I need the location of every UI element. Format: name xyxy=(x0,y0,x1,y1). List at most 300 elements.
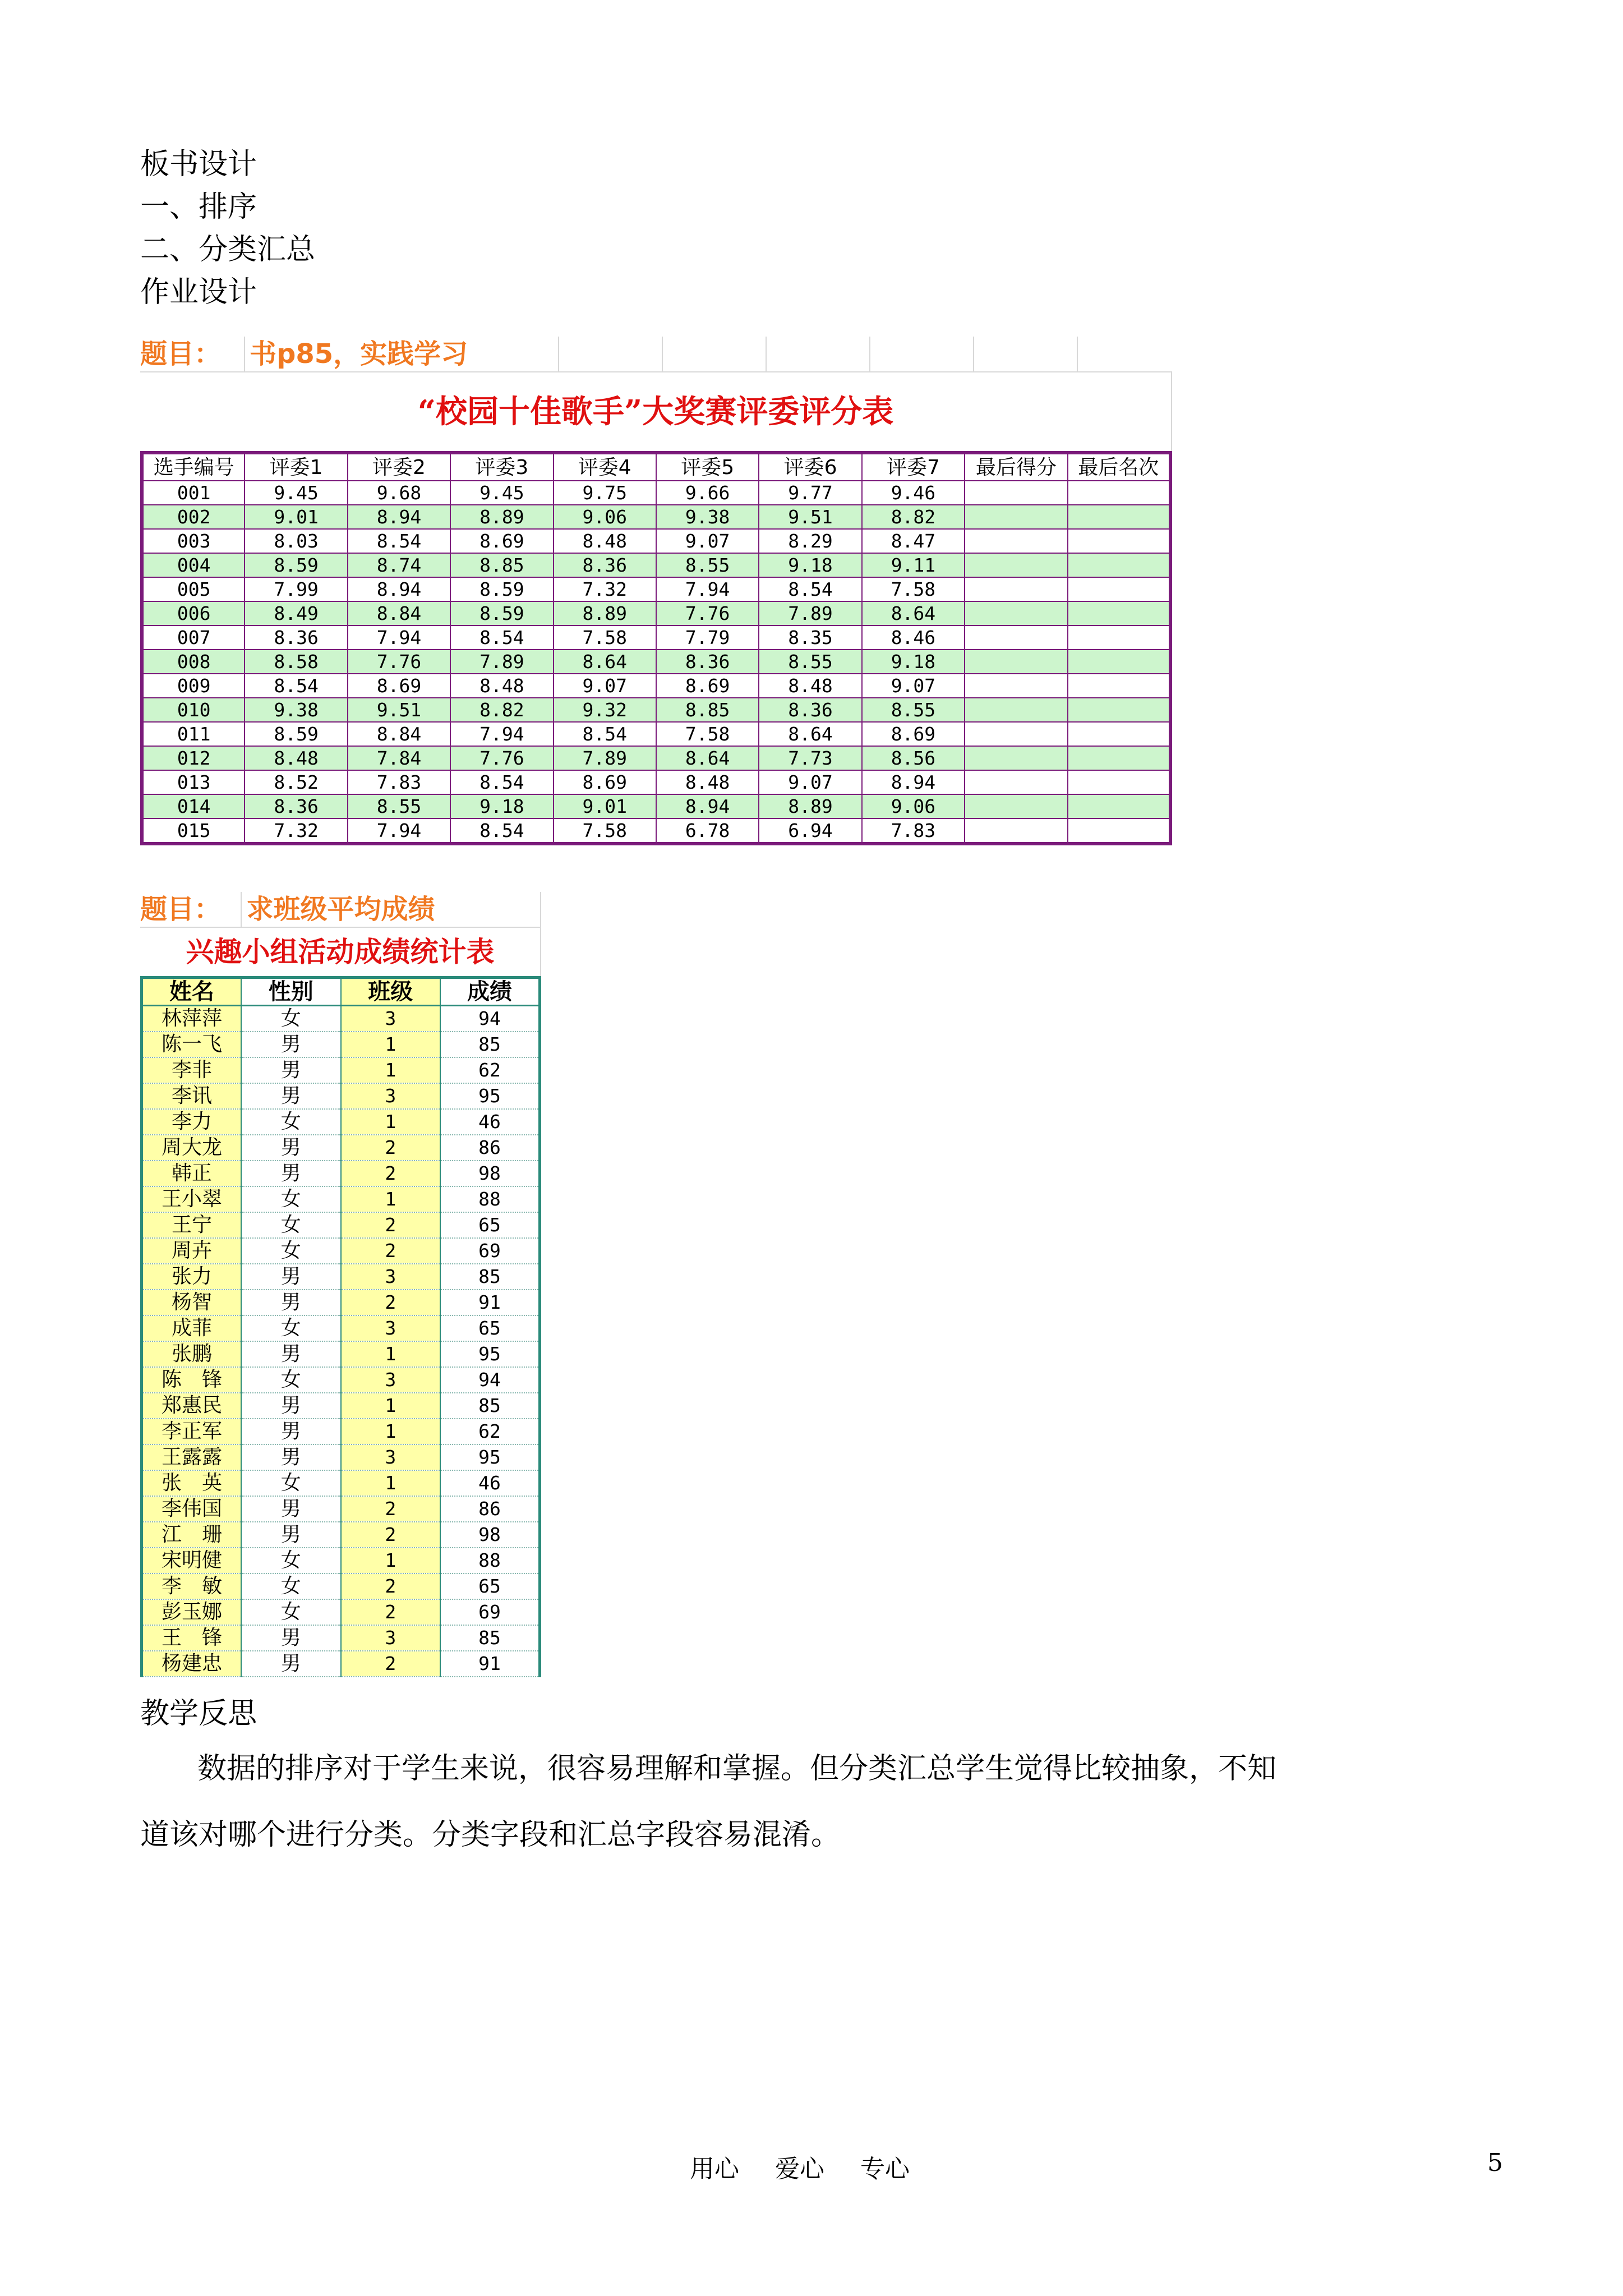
table-cell: 014 xyxy=(142,794,245,818)
table-cell: 8.29 xyxy=(759,529,861,553)
table-row xyxy=(142,1290,540,1315)
table-cell xyxy=(1068,674,1170,698)
table-cell: 女 xyxy=(241,1186,341,1212)
table-cell: 8.36 xyxy=(759,698,861,722)
table-cell: 2 xyxy=(341,1599,441,1625)
table-cell: 9.46 xyxy=(862,481,965,505)
table-cell: 8.55 xyxy=(656,553,759,577)
table-cell: 8.46 xyxy=(862,625,965,650)
table-cell: 7.58 xyxy=(656,722,759,746)
table-cell: 8.64 xyxy=(862,601,965,625)
table-cell: 9.07 xyxy=(554,674,656,698)
table-cell: 65 xyxy=(440,1212,540,1238)
table-row xyxy=(142,1419,540,1444)
table-cell: 8.59 xyxy=(245,722,347,746)
club-score-table xyxy=(140,976,541,1677)
table-caption: 兴趣小组活动成绩统计表 xyxy=(140,928,541,976)
table-row xyxy=(142,529,1170,553)
table-cell: 1 xyxy=(341,1109,441,1135)
table-cell: 62 xyxy=(440,1419,540,1444)
column-header: 评委2 xyxy=(348,453,450,481)
item-sorting: 一、排序 xyxy=(140,190,257,224)
table-cell: 7.58 xyxy=(862,577,965,601)
table-cell: 015 xyxy=(142,818,245,844)
column-header: 最后名次 xyxy=(1068,453,1170,481)
table-cell: 1 xyxy=(341,1057,441,1083)
table-cell: 7.58 xyxy=(554,625,656,650)
table-cell: 男 xyxy=(241,1057,341,1083)
table-cell xyxy=(1068,529,1170,553)
table-cell: 8.69 xyxy=(656,674,759,698)
column-header: 班级 xyxy=(341,978,441,1006)
table-cell: 3 xyxy=(341,1006,441,1032)
table-row xyxy=(142,818,1170,844)
table-cell: 陈 锋 xyxy=(142,1367,242,1393)
table-cell: 9.45 xyxy=(245,481,347,505)
table-row xyxy=(142,553,1170,577)
table-cell: 7.89 xyxy=(450,650,553,674)
task-label: 题目： xyxy=(140,892,242,927)
table-cell: 8.89 xyxy=(759,794,861,818)
footer-text-1: 用心 xyxy=(690,2155,739,2183)
table-cell: 江 珊 xyxy=(142,1522,242,1548)
table-cell: 2 xyxy=(341,1522,441,1548)
table-cell: 7.94 xyxy=(348,625,450,650)
table-cell: 8.64 xyxy=(554,650,656,674)
column-header: 姓名 xyxy=(142,978,242,1006)
table-row xyxy=(142,698,1170,722)
table-cell: 宋明健 xyxy=(142,1548,242,1573)
table-cell: 9.01 xyxy=(245,505,347,529)
table-row xyxy=(142,1393,540,1419)
column-header: 评委7 xyxy=(862,453,965,481)
heading-board-design: 板书设计 xyxy=(140,148,257,181)
column-header: 最后得分 xyxy=(965,453,1067,481)
table-cell: 女 xyxy=(241,1315,341,1341)
table-cell: 男 xyxy=(241,1161,341,1186)
table-cell: 李讯 xyxy=(142,1083,242,1109)
table-cell: 8.35 xyxy=(759,625,861,650)
item-subtotal: 二、分类汇总 xyxy=(140,233,316,266)
table-row xyxy=(142,1135,540,1161)
table-cell xyxy=(965,722,1067,746)
table-cell: 杨智 xyxy=(142,1290,242,1315)
table-cell: 8.74 xyxy=(348,553,450,577)
table-cell: 1 xyxy=(341,1470,441,1496)
table-cell: 011 xyxy=(142,722,245,746)
table-cell: 8.82 xyxy=(862,505,965,529)
table-cell: 8.94 xyxy=(656,794,759,818)
table-cell: 7.76 xyxy=(450,746,553,770)
table-row xyxy=(142,601,1170,625)
table-cell: 王露露 xyxy=(142,1444,242,1470)
table-cell: 8.48 xyxy=(554,529,656,553)
table-cell: 7.32 xyxy=(554,577,656,601)
column-header: 性别 xyxy=(241,978,341,1006)
table-cell: 8.69 xyxy=(862,722,965,746)
table-cell: 95 xyxy=(440,1083,540,1109)
table-cell: 8.64 xyxy=(656,746,759,770)
table-cell xyxy=(965,698,1067,722)
table-cell: 8.64 xyxy=(759,722,861,746)
column-header: 评委1 xyxy=(245,453,347,481)
table-cell: 男 xyxy=(241,1444,341,1470)
judge-score-table xyxy=(140,451,1172,845)
table-cell: 001 xyxy=(142,481,245,505)
table-cell: 李力 xyxy=(142,1109,242,1135)
club-table-section xyxy=(140,892,541,1682)
table-cell: 86 xyxy=(440,1496,540,1522)
table-cell: 8.48 xyxy=(759,674,861,698)
table-row xyxy=(142,770,1170,794)
table-row xyxy=(142,625,1170,650)
table-cell: 7.94 xyxy=(348,818,450,844)
table-cell: 8.84 xyxy=(348,601,450,625)
table-cell xyxy=(1068,481,1170,505)
table-cell: 9.51 xyxy=(348,698,450,722)
table-cell: 98 xyxy=(440,1161,540,1186)
table-cell: 1 xyxy=(341,1419,441,1444)
table-cell: 8.55 xyxy=(862,698,965,722)
table-cell: 010 xyxy=(142,698,245,722)
table-cell: 95 xyxy=(440,1341,540,1367)
table-cell: 85 xyxy=(440,1264,540,1290)
table-cell: 46 xyxy=(440,1109,540,1135)
table-row xyxy=(142,1522,540,1548)
table-cell: 012 xyxy=(142,746,245,770)
table-cell: 007 xyxy=(142,625,245,650)
table-cell: 7.58 xyxy=(554,818,656,844)
table-cell: 周大龙 xyxy=(142,1135,242,1161)
table-cell: 李伟国 xyxy=(142,1496,242,1522)
table-cell: 成菲 xyxy=(142,1315,242,1341)
table-cell: 3 xyxy=(341,1625,441,1651)
table-cell: 男 xyxy=(241,1290,341,1315)
table-cell: 7.32 xyxy=(245,818,347,844)
table-cell xyxy=(1068,818,1170,844)
table-cell xyxy=(965,794,1067,818)
table-row xyxy=(142,1470,540,1496)
table-cell: 8.03 xyxy=(245,529,347,553)
table-cell: 88 xyxy=(440,1548,540,1573)
table-cell: 1 xyxy=(341,1393,441,1419)
table-cell: 85 xyxy=(440,1032,540,1057)
table-cell xyxy=(965,601,1067,625)
task-text: 求班级平均成绩 xyxy=(242,892,541,927)
table-cell: 韩正 xyxy=(142,1161,242,1186)
table-row xyxy=(142,1444,540,1470)
table-cell: 3 xyxy=(341,1315,441,1341)
table-cell: 85 xyxy=(440,1393,540,1419)
table-cell: 陈一飞 xyxy=(142,1032,242,1057)
table-cell: 男 xyxy=(241,1083,341,1109)
table-row xyxy=(142,1057,540,1083)
table-cell xyxy=(965,818,1067,844)
table-cell: 男 xyxy=(241,1625,341,1651)
table-row xyxy=(142,1186,540,1212)
table-cell: 65 xyxy=(440,1315,540,1341)
table-cell xyxy=(1068,770,1170,794)
table-row xyxy=(142,722,1170,746)
column-header: 评委6 xyxy=(759,453,861,481)
table-cell: 女 xyxy=(241,1238,341,1264)
table-cell: 2 xyxy=(341,1290,441,1315)
table-row xyxy=(142,1599,540,1625)
table-cell: 1 xyxy=(341,1548,441,1573)
table-cell: 9.68 xyxy=(348,481,450,505)
table-cell: 1 xyxy=(341,1186,441,1212)
table-cell: 林萍萍 xyxy=(142,1006,242,1032)
table-cell: 6.78 xyxy=(656,818,759,844)
table-cell: 7.89 xyxy=(554,746,656,770)
table-cell: 男 xyxy=(241,1419,341,1444)
table-cell: 9.06 xyxy=(862,794,965,818)
table-cell: 8.89 xyxy=(450,505,553,529)
table-cell xyxy=(965,674,1067,698)
table-cell: 男 xyxy=(241,1496,341,1522)
table-row xyxy=(142,746,1170,770)
table-caption: “校园十佳歌手”大奖赛评委评分表 xyxy=(140,372,1172,451)
table-cell: 9.06 xyxy=(554,505,656,529)
table-cell: 男 xyxy=(241,1651,341,1677)
table-cell: 9.38 xyxy=(656,505,759,529)
column-header: 评委3 xyxy=(450,453,553,481)
table-cell: 9.51 xyxy=(759,505,861,529)
table-cell: 8.69 xyxy=(554,770,656,794)
table-cell: 8.58 xyxy=(245,650,347,674)
table-row xyxy=(142,1651,540,1677)
table-cell xyxy=(1068,722,1170,746)
table-cell xyxy=(1068,698,1170,722)
table-cell xyxy=(1068,625,1170,650)
task-row xyxy=(140,337,1172,372)
page-footer xyxy=(690,2148,938,2184)
reflection-paragraph-1: 数据的排序对于学生来说，很容易理解和掌握。但分类汇总学生觉得比较抽象，不知 xyxy=(197,1752,1277,1786)
table-cell: 8.36 xyxy=(245,625,347,650)
table-cell: 98 xyxy=(440,1522,540,1548)
table-cell: 7.73 xyxy=(759,746,861,770)
table-cell: 8.85 xyxy=(656,698,759,722)
table-cell: 3 xyxy=(341,1264,441,1290)
table-cell: 3 xyxy=(341,1367,441,1393)
table-cell: 8.94 xyxy=(348,577,450,601)
table-row xyxy=(142,1032,540,1057)
table-cell: 9.32 xyxy=(554,698,656,722)
table-cell: 004 xyxy=(142,553,245,577)
table-row xyxy=(142,1573,540,1599)
table-cell: 8.55 xyxy=(348,794,450,818)
table-cell: 张鹏 xyxy=(142,1341,242,1367)
table-cell: 8.36 xyxy=(554,553,656,577)
table-row xyxy=(142,650,1170,674)
table-cell: 8.55 xyxy=(759,650,861,674)
table-cell: 9.45 xyxy=(450,481,553,505)
table-row xyxy=(142,481,1170,505)
table-cell: 46 xyxy=(440,1470,540,1496)
table-cell: 7.89 xyxy=(759,601,861,625)
table-cell: 9.07 xyxy=(656,529,759,553)
table-cell: 86 xyxy=(440,1135,540,1161)
table-row xyxy=(142,1625,540,1651)
table-cell xyxy=(965,553,1067,577)
table-cell: 2 xyxy=(341,1161,441,1186)
table-cell: 009 xyxy=(142,674,245,698)
table-cell: 8.54 xyxy=(348,529,450,553)
reflection-paragraph-2: 道该对哪个进行分类。分类字段和汇总字段容易混淆。 xyxy=(140,1818,841,1852)
table-cell: 王小翠 xyxy=(142,1186,242,1212)
table-cell: 8.94 xyxy=(862,770,965,794)
table-row xyxy=(142,1161,540,1186)
table-cell: 3 xyxy=(341,1083,441,1109)
table-cell: 2 xyxy=(341,1651,441,1677)
table-cell: 9.75 xyxy=(554,481,656,505)
task-label: 题目： xyxy=(140,337,245,371)
table-cell: 9.07 xyxy=(759,770,861,794)
table-cell xyxy=(1068,601,1170,625)
table-cell: 91 xyxy=(440,1290,540,1315)
table-cell xyxy=(1068,794,1170,818)
table-cell: 2 xyxy=(341,1238,441,1264)
table-cell: 94 xyxy=(440,1006,540,1032)
table-cell: 8.59 xyxy=(245,553,347,577)
task-text: 书p85，实践学习 xyxy=(245,337,559,371)
table-row xyxy=(142,794,1170,818)
table-cell: 94 xyxy=(440,1367,540,1393)
table-cell: 女 xyxy=(241,1109,341,1135)
table-cell: 8.69 xyxy=(450,529,553,553)
column-header: 选手编号 xyxy=(142,453,245,481)
table-cell xyxy=(965,577,1067,601)
table-cell: 9.01 xyxy=(554,794,656,818)
table-cell: 8.52 xyxy=(245,770,347,794)
table-cell xyxy=(1068,650,1170,674)
table-cell: 男 xyxy=(241,1032,341,1057)
table-cell xyxy=(1068,746,1170,770)
table-row xyxy=(142,1083,540,1109)
table-row xyxy=(142,1212,540,1238)
table-cell: 7.94 xyxy=(656,577,759,601)
table-cell: 2 xyxy=(341,1496,441,1522)
table-cell: 周卉 xyxy=(142,1238,242,1264)
table-cell: 9.18 xyxy=(450,794,553,818)
table-cell: 8.54 xyxy=(450,625,553,650)
table-row xyxy=(142,1548,540,1573)
table-cell: 女 xyxy=(241,1599,341,1625)
table-row xyxy=(142,1341,540,1367)
table-cell: 7.76 xyxy=(348,650,450,674)
table-cell: 8.84 xyxy=(348,722,450,746)
table-cell: 男 xyxy=(241,1264,341,1290)
table-cell: 男 xyxy=(241,1393,341,1419)
table-cell: 女 xyxy=(241,1212,341,1238)
table-cell: 9.18 xyxy=(759,553,861,577)
table-cell: 013 xyxy=(142,770,245,794)
table-cell: 2 xyxy=(341,1135,441,1161)
reflection-title: 教学反思 xyxy=(140,1697,257,1731)
table-cell: 8.59 xyxy=(450,577,553,601)
table-cell: 8.54 xyxy=(554,722,656,746)
table-cell: 7.79 xyxy=(656,625,759,650)
table-cell: 2 xyxy=(341,1573,441,1599)
table-cell: 女 xyxy=(241,1573,341,1599)
table-cell: 8.59 xyxy=(450,601,553,625)
table-cell: 女 xyxy=(241,1470,341,1496)
table-cell: 李正军 xyxy=(142,1419,242,1444)
table-cell: 彭玉娜 xyxy=(142,1599,242,1625)
table-cell: 9.18 xyxy=(862,650,965,674)
table-row xyxy=(142,1496,540,1522)
table-cell xyxy=(965,650,1067,674)
table-cell: 85 xyxy=(440,1625,540,1651)
table-cell: 8.85 xyxy=(450,553,553,577)
table-cell: 9.38 xyxy=(245,698,347,722)
table-cell: 69 xyxy=(440,1599,540,1625)
table-row xyxy=(142,1367,540,1393)
table-cell: 王宁 xyxy=(142,1212,242,1238)
table-cell xyxy=(1068,553,1170,577)
table-cell: 69 xyxy=(440,1238,540,1264)
table-cell xyxy=(965,529,1067,553)
table-cell: 8.54 xyxy=(450,770,553,794)
table-cell: 杨建忠 xyxy=(142,1651,242,1677)
table-row xyxy=(142,1238,540,1264)
table-cell: 男 xyxy=(241,1522,341,1548)
table-cell: 005 xyxy=(142,577,245,601)
table-cell: 7.83 xyxy=(862,818,965,844)
table-cell: 8.48 xyxy=(656,770,759,794)
table-cell: 8.94 xyxy=(348,505,450,529)
table-cell: 8.69 xyxy=(348,674,450,698)
table-cell: 8.82 xyxy=(450,698,553,722)
table-cell: 女 xyxy=(241,1548,341,1573)
table-cell: 008 xyxy=(142,650,245,674)
table-cell: 002 xyxy=(142,505,245,529)
table-cell: 李 敏 xyxy=(142,1573,242,1599)
table-cell: 男 xyxy=(241,1341,341,1367)
table-cell: 9.66 xyxy=(656,481,759,505)
table-row xyxy=(142,1006,540,1032)
table-cell xyxy=(1068,577,1170,601)
table-cell: 8.36 xyxy=(245,794,347,818)
table-cell: 8.47 xyxy=(862,529,965,553)
footer-text-2: 爱心 xyxy=(775,2155,824,2183)
table-cell: 8.36 xyxy=(656,650,759,674)
table-cell: 8.48 xyxy=(450,674,553,698)
table-row xyxy=(142,505,1170,529)
table-cell xyxy=(965,746,1067,770)
score-table-section xyxy=(140,337,1172,845)
table-row xyxy=(142,1315,540,1341)
table-cell: 8.49 xyxy=(245,601,347,625)
table-cell: 006 xyxy=(142,601,245,625)
column-header: 成绩 xyxy=(440,978,540,1006)
table-cell: 6.94 xyxy=(759,818,861,844)
table-row xyxy=(142,577,1170,601)
table-cell: 9.77 xyxy=(759,481,861,505)
table-cell: 2 xyxy=(341,1212,441,1238)
table-cell: 8.48 xyxy=(245,746,347,770)
table-cell: 62 xyxy=(440,1057,540,1083)
table-cell: 003 xyxy=(142,529,245,553)
table-cell xyxy=(1068,505,1170,529)
task-row xyxy=(140,892,541,928)
table-cell: 88 xyxy=(440,1186,540,1212)
table-cell: 65 xyxy=(440,1573,540,1599)
table-cell: 张力 xyxy=(142,1264,242,1290)
footer-text-3: 专心 xyxy=(860,2155,910,2183)
table-cell: 7.94 xyxy=(450,722,553,746)
column-header: 评委4 xyxy=(554,453,656,481)
